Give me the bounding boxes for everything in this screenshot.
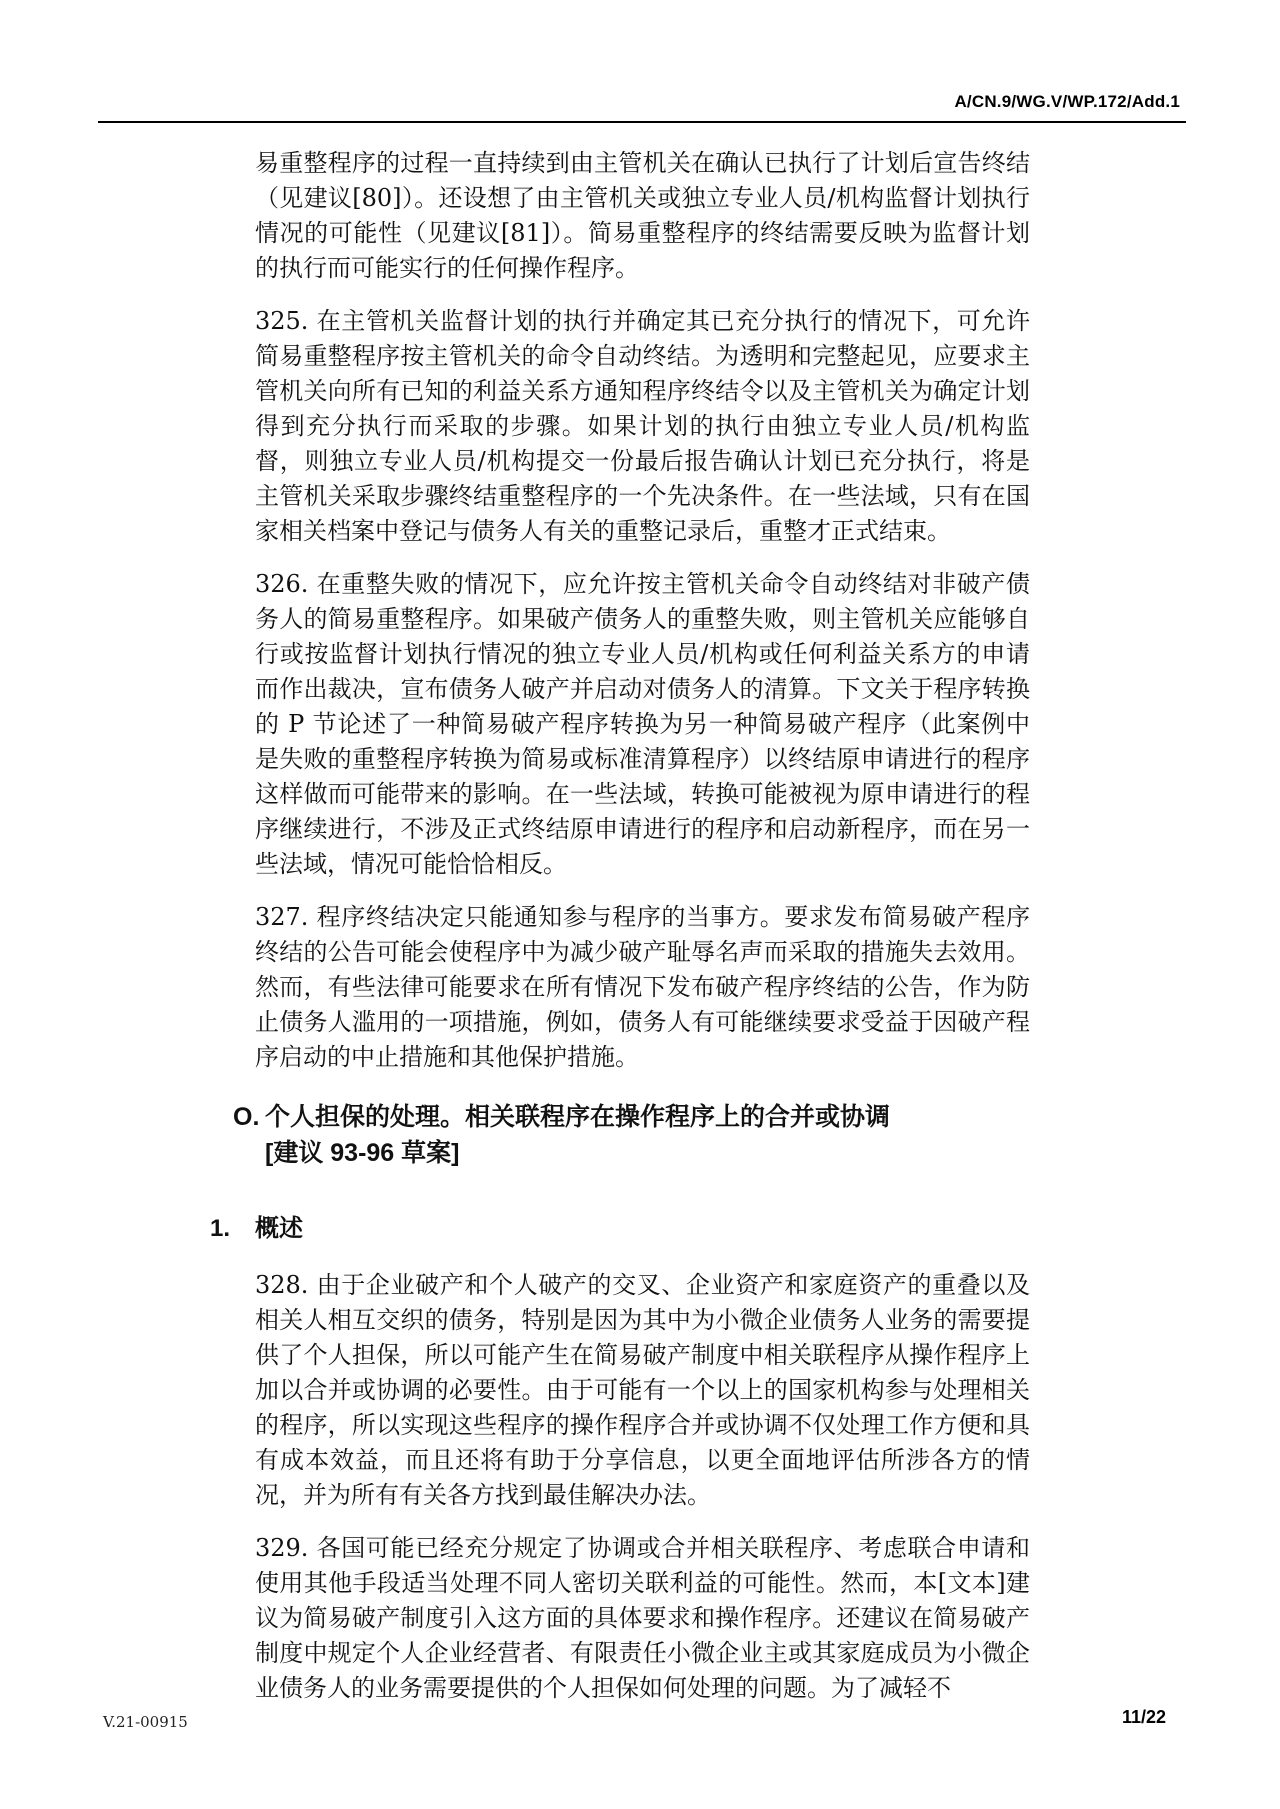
paragraph-continuation: 易重整程序的过程一直持续到由主管机关在确认已执行了计划后宣告终结（见建议[80]）。还设想了由主管机关或独立专业人员/机构监督计划执行情况的可能性（见建议[81]）。简易重整程序的终结需要反映为监督计划的执行而可能实行的任何操作程序。 <box>255 149 1030 282</box>
section-1-heading <box>210 1211 1030 1246</box>
footer-page-number: 11/22 <box>1121 1707 1166 1727</box>
footer-job-number: V.21-00915 <box>103 1713 188 1731</box>
paragraph-328: 328. 由于企业破产和个人破产的交叉、企业资产和家庭资产的重叠以及相关人相互交织的债务，特别是因为其中为小微企业债务人业务的需要提供了个人担保，所以可能产生在简易破产制度中相关联程序从操作程序上加以合并或协调的必要性。由于可能有一个以上的国家机构参与处理相关的程序，所以实现这些程序的操作程序合并或协调不仅处理工作方便和具有成本效益，而且还将有助于分享信息，以更全面地评估所涉各方的情况，并为所有有关各方找到最佳解决办法。 <box>255 1271 1030 1509</box>
paragraph-327: 327. 程序终结决定只能通知参与程序的当事方。要求发布简易破产程序终结的公告可能会使程序中为减少破产耻辱名声而采取的措施失去效用。然而，有些法律可能要求在所有情况下发布破产程序终结的公告，作为防止债务人滥用的一项措施，例如，债务人有可能继续要求受益于因破产程序启动的中止措施和其他保护措施。 <box>255 903 1030 1071</box>
section-1-title: 概述 <box>255 1215 303 1242</box>
section-o-subtitle: [建议 93-96 草案] <box>265 1139 460 1167</box>
paragraph-329: 329. 各国可能已经充分规定了协调或合并相关联程序、考虑联合申请和使用其他手段适当处理不同人密切关联利益的可能性。然而，本[文本]建议为简易破产制度引入这方面的具体要求和操作程序。还建议在简易破产制度中规定个人企业经营者、有限责任小微企业主或其家庭成员为小微企业债务人的业务需要提供的个人担保如何处理的问题。为了减轻不 <box>255 1534 1030 1702</box>
section-1-label: 1. <box>210 1215 231 1242</box>
section-o-title: 个人担保的处理。相关联程序在操作程序上的合并或协调 <box>265 1103 891 1131</box>
section-o-heading <box>233 1099 1030 1171</box>
document-body <box>210 146 1030 1706</box>
header-rule <box>98 121 1186 123</box>
section-o-label: O. <box>233 1103 260 1131</box>
document-symbol: A/CN.9/WG.V/WP.172/Add.1 <box>954 92 1180 111</box>
paragraph-326: 326. 在重整失败的情况下，应允许按主管机关命令自动终结对非破产债务人的简易重整程序。如果破产债务人的重整失败，则主管机关应能够自行或按监督计划执行情况的独立专业人员/机构或任何利益关系方的申请而作出裁决，宣布债务人破产并启动对债务人的清算。下文关于程序转换的 P 节论述了一种简易破产程序转换为另一种简易破产程序（此案例中是失败的重整程序转换为简易或标准清算程序）以终结原申请进行的程序这样做而可能带来的影响。在一些法域，转换可能被视为原申请进行的程序继续进行，不涉及正式终结原申请进行的程序和启动新程序，而在另一些法域，情况可能恰恰相反。 <box>255 570 1030 878</box>
paragraph-325: 325. 在主管机关监督计划的执行并确定其已充分执行的情况下，可允许简易重整程序按主管机关的命令自动终结。为透明和完整起见，应要求主管机关向所有已知的利益关系方通知程序终结令以及主管机关为确定计划得到充分执行而采取的步骤。如果计划的执行由独立专业人员/机构监督，则独立专业人员/机构提交一份最后报告确认计划已充分执行，将是主管机关采取步骤终结重整程序的一个先决条件。在一些法域，只有在国家相关档案中登记与债务人有关的重整记录后，重整才正式结束。 <box>255 307 1030 545</box>
